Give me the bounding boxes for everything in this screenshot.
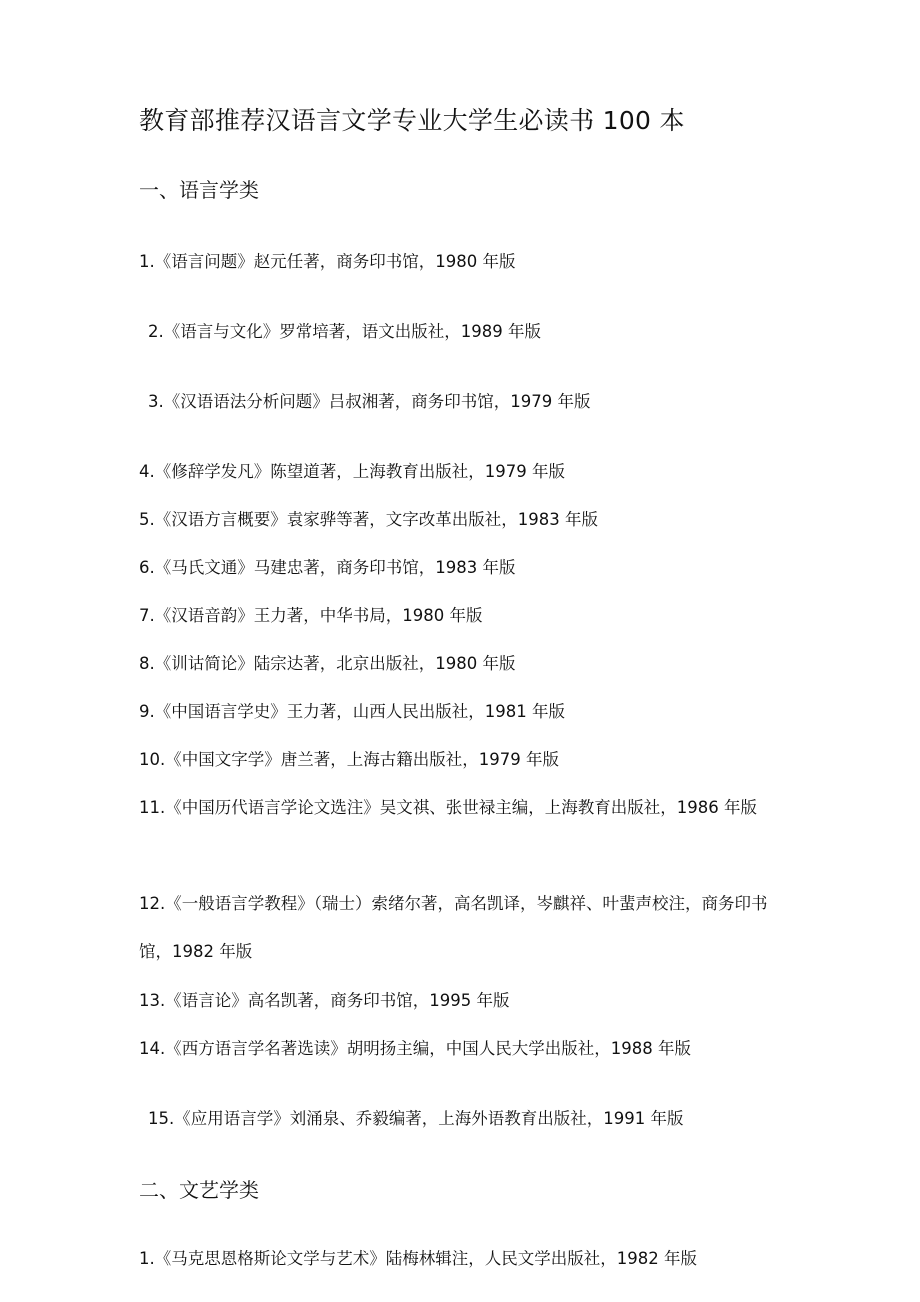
list-item: 14.《西方语言学名著选读》胡明扬主编，中国人民大学出版社，1988 年版	[139, 1039, 691, 1058]
list-item: 15.《应用语言学》刘涌泉、乔毅编著，上海外语教育出版社，1991 年版	[148, 1109, 684, 1128]
list-item: 1.《语言问题》赵元任著，商务印书馆，1980 年版	[139, 252, 516, 271]
list-item: 7.《汉语音韵》王力著，中华书局，1980 年版	[139, 606, 483, 625]
list-item: 8.《训诂简论》陆宗达著，北京出版社，1980 年版	[139, 654, 516, 673]
section-heading-literary-theory: 二、文艺学类	[139, 1178, 259, 1202]
list-item: 12.《一般语言学教程》（瑞士）索绪尔著，高名凯译，岑麒祥、叶蜚声校注，商务印书馆，1982 年版	[139, 894, 768, 961]
list-item: 3.《汉语语法分析问题》吕叔湘著，商务印书馆，1979 年版	[148, 392, 591, 411]
list-item: 13.《语言论》高名凯著，商务印书馆，1995 年版	[139, 991, 510, 1010]
list-item: 6.《马氏文通》马建忠著，商务印书馆，1983 年版	[139, 558, 516, 577]
list-item: 1.《马克思恩格斯论文学与艺术》陆梅林辑注，人民文学出版社，1982 年版	[139, 1249, 697, 1268]
section-heading-linguistics: 一、语言学类	[139, 178, 259, 202]
document-title: 教育部推荐汉语言文学专业大学生必读书 100 本	[139, 106, 685, 135]
list-item: 5.《汉语方言概要》袁家骅等著，文字改革出版社，1983 年版	[139, 510, 598, 529]
list-item: 9.《中国语言学史》王力著，山西人民出版社，1981 年版	[139, 702, 565, 721]
list-item: 2.《语言与文化》罗常培著，语文出版社，1989 年版	[148, 322, 541, 341]
list-item: 11.《中国历代语言学论文选注》吴文祺、张世禄主编，上海教育出版社，1986 年版	[139, 798, 757, 817]
list-item: 10.《中国文字学》唐兰著，上海古籍出版社，1979 年版	[139, 750, 559, 769]
list-item: 4.《修辞学发凡》陈望道著，上海教育出版社，1979 年版	[139, 462, 565, 481]
